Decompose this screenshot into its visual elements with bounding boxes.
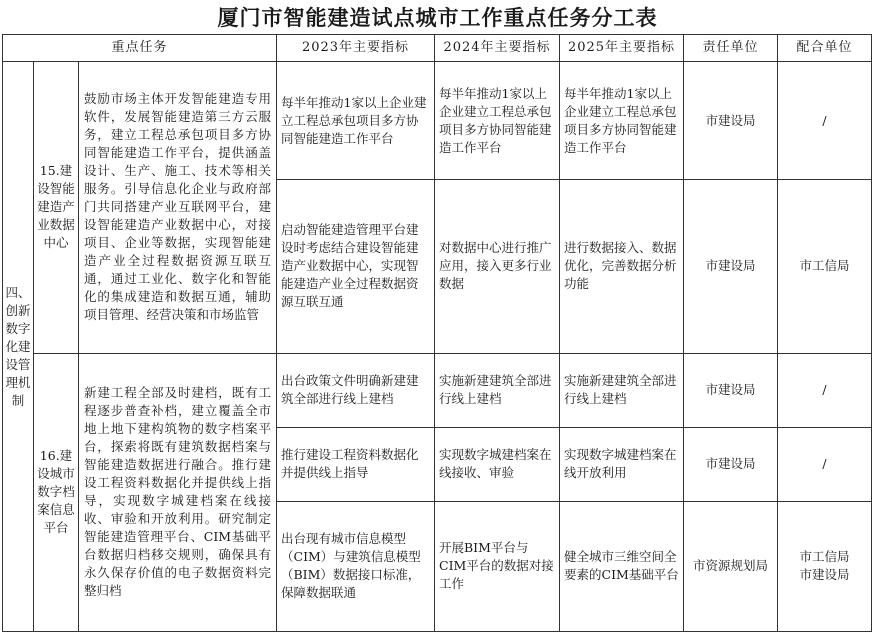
responsible-unit: 市资源规划局 [684,501,778,631]
indicator-2025: 实施新建建筑全部进行线上建档 [560,353,684,427]
header-tasks: 重点任务 [3,35,277,62]
indicator-2024: 每半年推动1家以上企业建立工程总承包项目多方协同智能建造工作平台 [435,62,560,180]
responsible-unit: 市建设局 [684,180,778,353]
section-label: 四、创新数字化建设管理机制 [3,62,34,632]
indicator-2023: 出台现有城市信息模型（CIM）与建筑信息模型（BIM）数据接口标准，保障数据联通 [277,501,435,631]
task-table [2,34,872,632]
header-row [3,35,872,62]
indicator-2025: 实现数字城建档案在线开放利用 [560,427,684,501]
task-description: 新建工程全部及时建档，既有工程逐步普查补档，建立覆盖全市地上地下建构筑物的数字档案平台，探索将既有建筑数据档案与智能建造数据进行融合。推行建设工程资料数据化并提供线上指导，实现数字城建档案在线接收、审验和开放利用。研究制定智能建造管理平台、CIM基础平台数据归档移交规则，确保具有永久保存价值的电子数据资料完整归档 [79,353,277,632]
table-row [3,62,872,180]
header-2024: 2024年主要指标 [435,35,560,62]
cooperating-unit: / [778,62,872,180]
indicator-2025: 健全城市三维空间全要素的CIM基础平台 [560,501,684,631]
indicator-2023: 启动智能建造管理平台建设时考虑结合建设智能建造产业数据中心，实现智能建造产业全过程数据资源互联互通 [277,180,435,353]
indicator-2023: 每半年推动1家以上企业建立工程总承包项目多方协同智能建造工作平台 [277,62,435,180]
header-2025: 2025年主要指标 [560,35,684,62]
indicator-2025: 进行数据接入、数据优化，完善数据分析功能 [560,180,684,353]
table-row [3,353,872,427]
indicator-2024: 开展BIM平台与CIM平台的数据对接工作 [435,501,560,631]
cooperating-unit: / [778,427,872,501]
task-number: 16.建设城市数字档案信息平台 [34,353,79,632]
indicator-2024: 实现数字城建档案在线接收、审验 [435,427,560,501]
responsible-unit: 市建设局 [684,427,778,501]
header-cooperating: 配合单位 [778,35,872,62]
indicator-2023: 推行建设工程资料数据化并提供线上指导 [277,427,435,501]
responsible-unit: 市建设局 [684,62,778,180]
cooperating-unit: 市工信局 [778,180,872,353]
indicator-2025: 每半年推动1家以上企业建立工程总承包项目多方协同智能建造工作平台 [560,62,684,180]
indicator-2024: 对数据中心进行推广应用，接入更多行业数据 [435,180,560,353]
responsible-unit: 市建设局 [684,353,778,427]
cooperating-unit: 市工信局 市建设局 [778,501,872,631]
header-2023: 2023年主要指标 [277,35,435,62]
indicator-2024: 实施新建建筑全部进行线上建档 [435,353,560,427]
indicator-2023: 出台政策文件明确新建建筑全部进行线上建档 [277,353,435,427]
page-title: 厦门市智能建造试点城市工作重点任务分工表 [217,5,658,30]
cooperating-unit: / [778,353,872,427]
task-number: 15.建设智能建造产业数据中心 [34,62,79,354]
header-responsible: 责任单位 [684,35,778,62]
task-description: 鼓励市场主体开发智能建造专用软件，发展智能建造第三方云服务，建立工程总承包项目多方协同智能建造工作平台，提供涵盖设计、生产、施工、技术等相关服务。引导信息化企业与政府部门共同搭建产业互联网平台，建设智能建造产业数据中心，对接项目、企业等数据，实现智能建造产业全过程数据资源互联互通，通过工业化、数字化和智能化的集成建造和数据互通，辅助项目管理、经营决策和市场监管 [79,62,277,354]
